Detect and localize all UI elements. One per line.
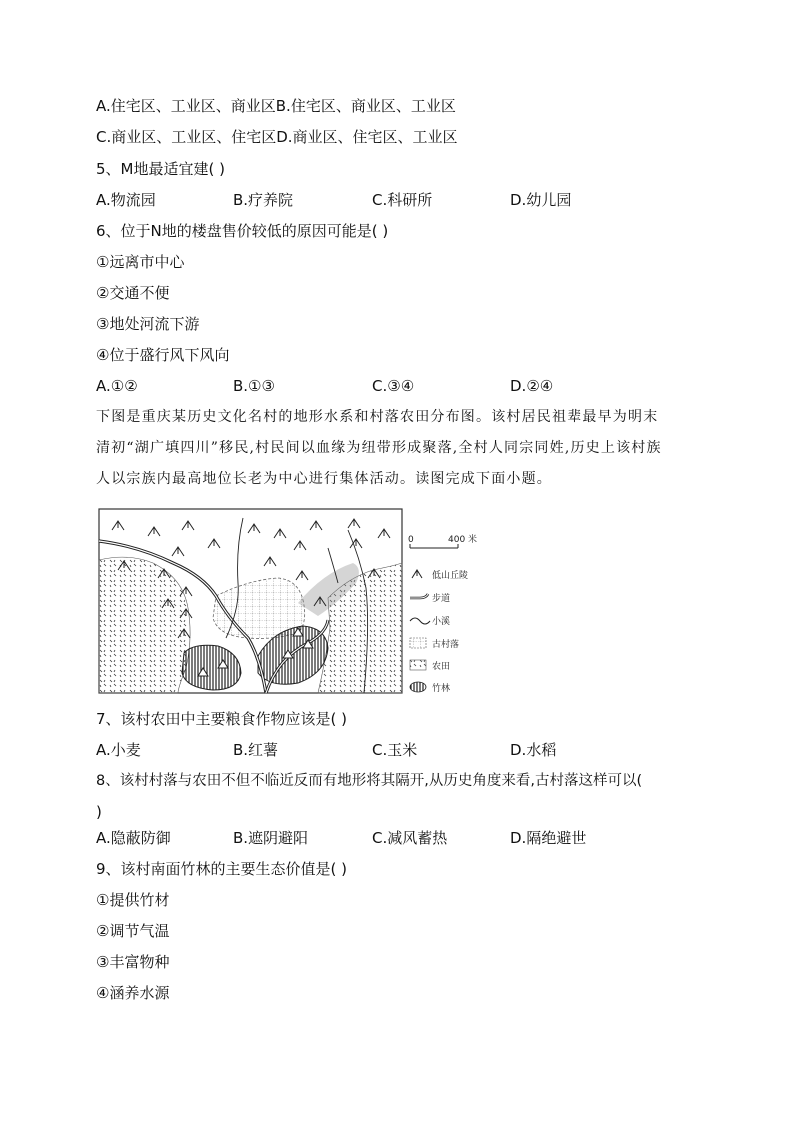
legend-stream-icon [410, 618, 430, 624]
question-8: 8、该村村落与农田不但不临近反而有地形将其隔开,从历史角度来看,古村落这样可以( [96, 773, 643, 789]
legend-bamboo-icon [410, 682, 426, 692]
q6-statement-3: ③地处河流下游 [96, 315, 200, 333]
q8-option-c[interactable]: C.减风蓄热 [372, 829, 448, 847]
village-terrain-map [98, 508, 478, 696]
question-9: 9、该村南面竹林的主要生态价值是( ) [96, 860, 348, 878]
q7-option-a[interactable]: A.小麦 [96, 741, 141, 759]
q6-option-b[interactable]: B.①③ [233, 377, 275, 395]
q7-option-c[interactable]: C.玉米 [372, 741, 418, 759]
q5-option-b[interactable]: B.疗养院 [233, 191, 294, 209]
q4-options-line-1: A.住宅区、工业区、商业区B.住宅区、商业区、工业区 [96, 97, 456, 115]
q5-option-a[interactable]: A.物流园 [96, 191, 156, 209]
question-7: 7、该村农田中主要粮食作物应该是( ) [96, 710, 348, 728]
q9-statement-2: ②调节气温 [96, 922, 170, 940]
legend-hill-icon [412, 570, 422, 578]
q6-option-a[interactable]: A.①② [96, 377, 138, 395]
legend-bamboo-label: 竹林 [432, 684, 451, 694]
q9-statement-4: ④涵养水源 [96, 984, 170, 1002]
q4-options-line-2: C.商业区、工业区、住宅区D.商业区、住宅区、工业区 [96, 128, 458, 146]
q8-option-d[interactable]: D.隔绝避世 [510, 829, 587, 847]
intro-paragraph-line-3: 人以宗族内最高地位长老为中心进行集体活动。读图完成下面小题。 [96, 471, 552, 487]
q7-option-d[interactable]: D.水稻 [510, 741, 557, 759]
scale-label: 400 米 [448, 535, 478, 545]
q6-statement-4: ④位于盛行风下风向 [96, 346, 230, 364]
intro-paragraph-line-1: 下图是重庆某历史文化名村的地形水系和村落农田分布图。该村居民祖辈最早为明末 [96, 409, 659, 425]
q9-statement-1: ①提供竹材 [96, 891, 170, 909]
q5-option-c[interactable]: C.科研所 [372, 191, 433, 209]
q8-option-b[interactable]: B.遮阴避阳 [233, 829, 309, 847]
intro-paragraph-line-2: 清初“湖广填四川”移民,村民间以血缘为纽带形成聚落,全村人同宗同姓,历史上该村族 [96, 440, 662, 456]
legend-village-icon [410, 638, 426, 648]
legend-farmland-label: 农田 [432, 662, 451, 672]
map-legend [408, 533, 477, 694]
legend-stream-label: 小溪 [432, 617, 451, 627]
legend-farmland-icon [410, 660, 426, 670]
q8-option-a[interactable]: A.隐蔽防御 [96, 829, 171, 847]
legend-village-label: 古村落 [432, 640, 460, 650]
legend-hill-label: 低山丘陵 [432, 571, 469, 581]
legend-path-icon [410, 594, 428, 598]
scale-zero: 0 [408, 535, 414, 545]
q6-statement-2: ②交通不便 [96, 284, 170, 302]
q6-statement-1: ①远离市中心 [96, 253, 185, 271]
q6-option-d[interactable]: D.②④ [510, 377, 554, 395]
q5-option-d[interactable]: D.幼儿园 [510, 191, 572, 209]
question-8-continued: ) [96, 803, 102, 821]
question-6: 6、位于N地的楼盘售价较低的原因可能是( ) [96, 222, 389, 240]
legend-path-label: 步道 [432, 594, 451, 604]
q9-statement-3: ③丰富物种 [96, 953, 170, 971]
q6-option-c[interactable]: C.③④ [372, 377, 415, 395]
q7-option-b[interactable]: B.红薯 [233, 741, 279, 759]
question-5: 5、M地最适宜建( ) [96, 160, 225, 178]
